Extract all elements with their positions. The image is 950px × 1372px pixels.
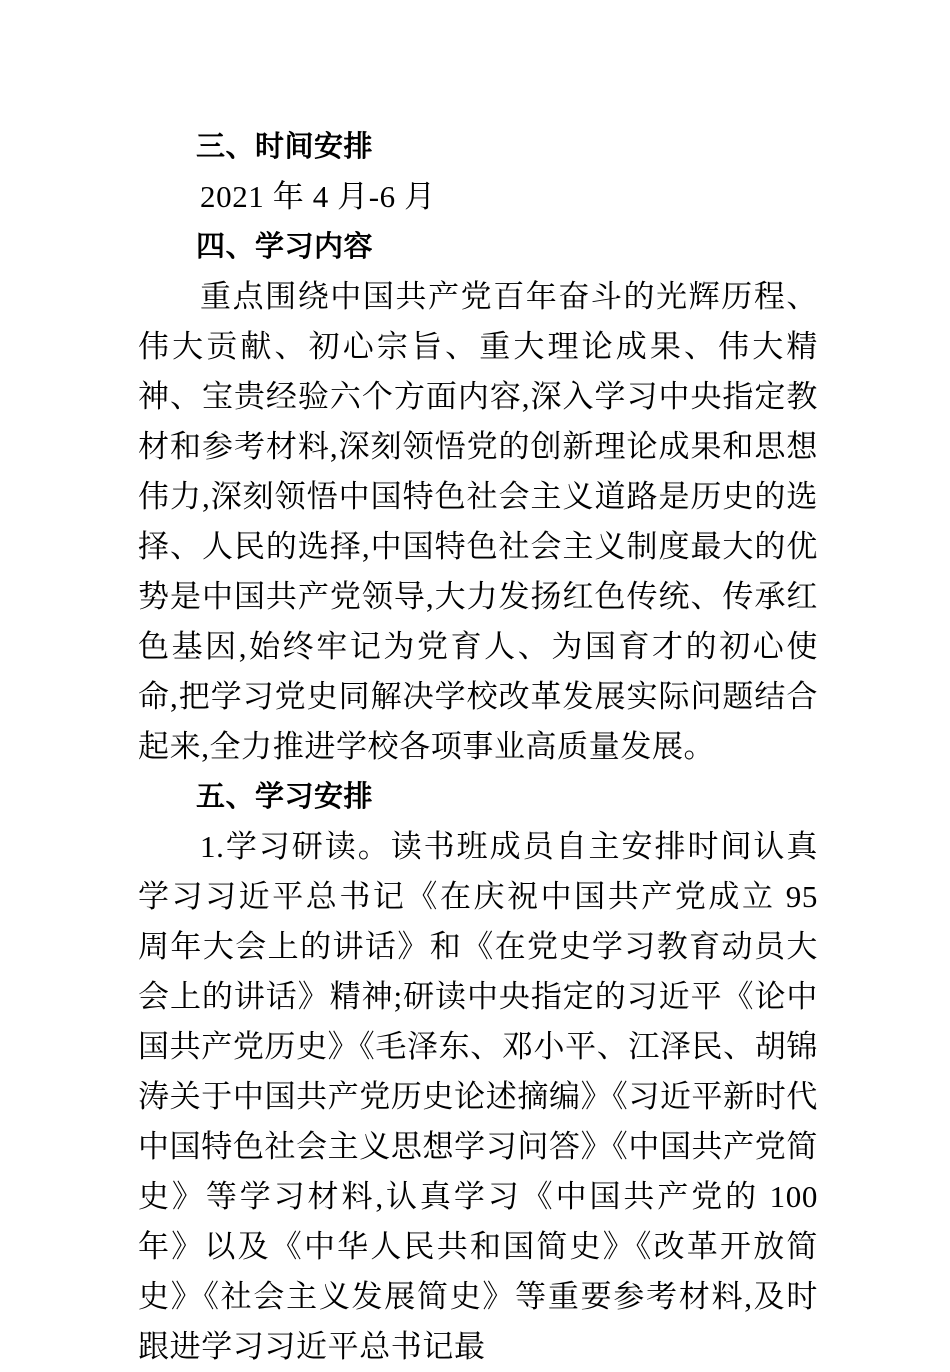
paragraph-time-range: 2021 年 4 月-6 月 [200,179,436,214]
section-heading-study-content: 四、学习内容 [196,231,374,263]
section-heading-study-arrangement: 五、学习安排 [196,781,374,813]
document-content [138,122,818,1372]
paragraph-study-content: 重点围绕中国共产党百年奋斗的光辉历程、伟大贡献、初心宗旨、重大理论成果、伟大精神、宝贵经验六个方面内容,深入学习中央指定教材和参考材料,深刻领悟党的创新理论成果和思想伟力,深刻领悟中国特色社会主义道路是历史的选择、人民的选择,中国特色社会主义制度最大的优势是中国共产党领导,大力发扬红色传统、传承红色基因,始终牢记为党育人、为国育才的初心使命,把学习党史同解决学校改革发展实际问题结合起来,全力推进学校各项事业高质量发展。 [138,279,818,764]
section-heading-time-arrangement: 三、时间安排 [196,131,374,163]
paragraph-study-reading: 1.学习研读。读书班成员自主安排时间认真学习习近平总书记《在庆祝中国共产党成立 95 周年大会上的讲话》和《在党史学习教育动员大会上的讲话》精神;研读中央指定的习近平《论中国共产党历史》《毛泽东、邓小平、江泽民、胡锦涛关于中国共产党历史论述摘编》《习近平新时代中国特色社会主义思想学习问答》《中国共产党简史》等学习材料,认真学习《中国共产党的 100 年》以及《中华人民共和国简史》《改革开放简史》《社会主义发展简史》等重要参考材料,及时跟进学习习近平总书记最 [138,829,818,1364]
